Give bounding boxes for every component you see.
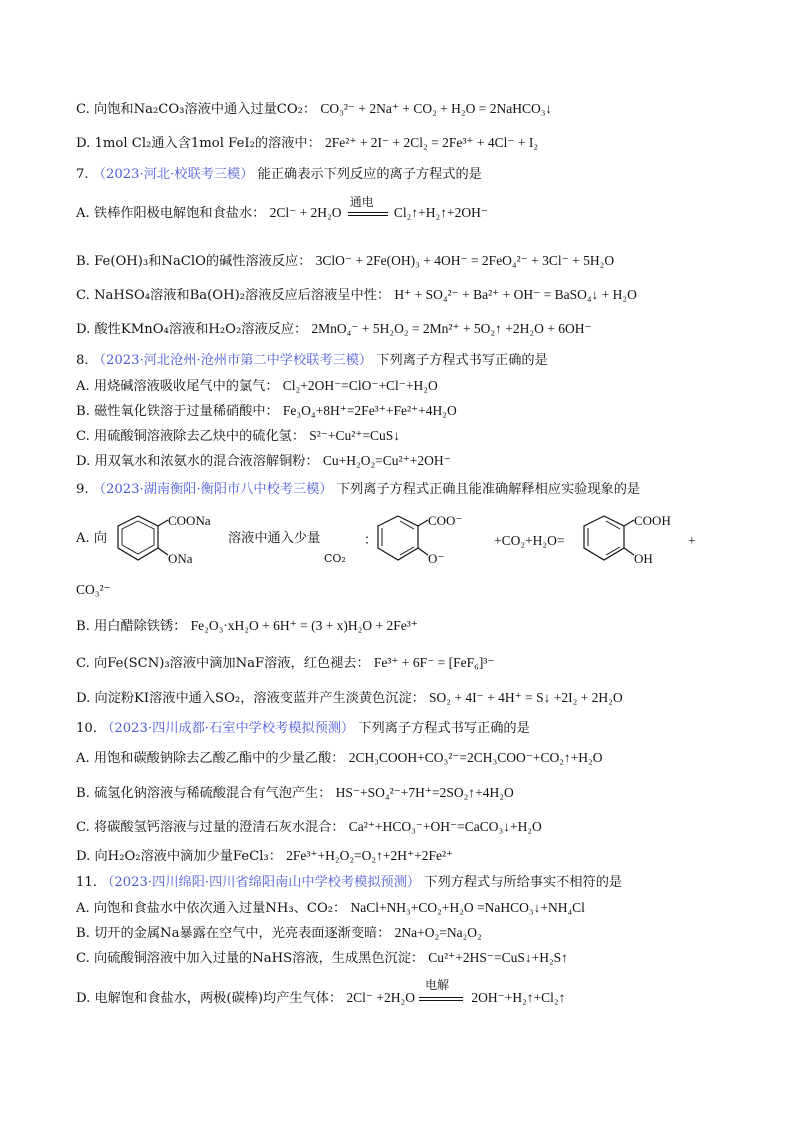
equation: Cu²⁺+2HS⁻=CuS↓+H₂S↑: [428, 950, 568, 965]
option-label: A.: [76, 901, 90, 916]
equals-line: [419, 997, 463, 1001]
question-source: （2023·湖南衡阳·衡阳市八中校考三模）: [92, 482, 333, 497]
option-label: C.: [76, 820, 90, 835]
option-text: 铁棒作阳极电解饱和食盐水：: [93, 206, 266, 221]
substituent-bottom: OH: [634, 551, 653, 566]
equation: 2Fe³⁺+H₂O₂=O₂↑+2H⁺+2Fe²⁺: [286, 848, 454, 863]
option-a-q10: [76, 749, 736, 768]
substituent-bottom: O⁻: [428, 551, 445, 566]
option-label: B.: [76, 926, 90, 941]
option-text: 向饱和食盐水中依次通入过量NH₃、CO₂：: [93, 901, 347, 916]
question-source: （2023·四川成都·石室中学校考模拟预测）: [101, 721, 355, 736]
co2-label: [324, 550, 364, 568]
question-stem: 下列离子方程式书写正确的是: [358, 721, 530, 736]
option-label: D.: [76, 136, 91, 151]
carbonate-tail: [76, 581, 736, 600]
option-b-q7: [76, 252, 736, 271]
option-text: 1mol Cl₂通入含1mol FeI₂的溶液中：: [94, 136, 321, 151]
equation: HS⁻+SO₄²⁻+7H⁺=2SO₂↑+4H₂O: [335, 785, 514, 800]
question-number: 7.: [76, 167, 89, 182]
question-number: 8.: [76, 353, 89, 368]
benzene-structure-1: [110, 508, 220, 570]
equation: 2CH₃COOH+CO₃²⁻=2CH₃COO⁻+CO₂↑+H₂O: [348, 750, 603, 765]
option-d-q7: [76, 320, 736, 339]
question-9: [76, 481, 736, 499]
option-text: 向: [93, 531, 108, 546]
equation-part: +CO₂+H₂O=: [494, 533, 565, 548]
equation: 2Fe²⁺ + 2I⁻ + 2Cl₂ = 2Fe³⁺ + 4Cl⁻ + I₂: [325, 135, 539, 150]
equation: NaCl+NH₃+CO₂+H₂O =NaHCO₃↓+NH₄Cl: [350, 900, 585, 915]
option-text: 用白醋除铁锈：: [94, 619, 187, 634]
option-text: 硫氢化钠溶液与稀硫酸混合有气泡产生：: [94, 786, 332, 801]
option-text: 向硫酸铜溶液中加入过量的NaHS溶液，生成黑色沉淀：: [94, 951, 425, 966]
equation: S²⁻+Cu²⁺=CuS↓: [309, 428, 401, 443]
equation: Ca²⁺+HCO₃⁻+OH⁻=CaCO₃↓+H₂O: [348, 819, 542, 834]
option-text: 用双氧水和浓氨水的混合液溶解铜粉：: [94, 454, 319, 469]
plus-reactants: [494, 532, 584, 551]
question-number: 9.: [76, 482, 89, 497]
option-label: C.: [76, 102, 90, 117]
option-label: D.: [76, 991, 91, 1006]
equation: Fe₃O₄+8H⁺=2Fe³⁺+Fe²⁺+4H₂O: [282, 403, 457, 418]
option-label: B.: [76, 619, 90, 634]
condition-arrow: [346, 195, 390, 223]
benzene-structure-3: [576, 508, 686, 570]
option-text: 酸性KMnO₄溶液和H₂O₂溶液反应：: [94, 322, 308, 337]
equation: 2MnO₄⁻ + 5H₂O₂ = 2Mn²⁺ + 5O₂↑ +2H₂O + 6OH⁻: [311, 321, 592, 336]
option-label: D.: [76, 454, 91, 469]
option-label: D.: [76, 691, 91, 706]
question-11: [76, 874, 736, 892]
question-source: （2023·河北·校联考三模）: [92, 167, 254, 182]
option-label: A.: [76, 206, 90, 221]
option-text: 用饱和碳酸钠除去乙酸乙酯中的少量乙酸：: [93, 751, 345, 766]
option-text: NaHSO₄溶液和Ba(OH)₂溶液反应后溶液呈中性：: [94, 288, 391, 303]
equation: Fe³⁺ + 6F⁻ = [FeF₆]³⁻: [373, 655, 495, 670]
option-d-q11: [76, 978, 736, 1008]
option-b-q8: [76, 402, 736, 421]
benzene-structure-2: [370, 508, 480, 570]
equation-part: CO₃²⁻: [76, 582, 111, 597]
option-text: 用烧碱溶液吸收尾气中的氯气：: [93, 379, 279, 394]
equation-right: 2OH⁻+H₂↑+Cl₂↑: [471, 990, 566, 1005]
option-text: 向H₂O₂溶液中滴加少量FeCl₃：: [94, 849, 282, 864]
option-c-q11: [76, 949, 736, 968]
substituent-bottom: ONa: [168, 551, 193, 566]
option-d-q10: [76, 847, 736, 866]
equation: CO₃²⁻ + 2Na⁺ + CO₂ + H₂O = 2NaHCO₃↓: [320, 101, 553, 116]
equation: Fe₂O₃·xH₂O + 6H⁺ = (3 + x)H₂O + 2Fe³⁺: [190, 618, 418, 633]
option-label: B.: [76, 786, 90, 801]
equation: 2Na+O₂=Na₂O₂: [394, 925, 482, 940]
option-text: Fe(OH)₃和NaClO的碱性溶液反应：: [94, 254, 312, 269]
condition-arrow: [419, 978, 467, 1008]
condition-label: 通电: [349, 195, 374, 209]
option-label: C.: [76, 951, 90, 966]
option-d-q9: [76, 689, 736, 708]
option-d-q6: [76, 134, 736, 153]
equation-left: 2Cl⁻ +2H₂O: [346, 990, 415, 1005]
option-label: D.: [76, 322, 91, 337]
option-text: 向饱和Na₂CO₃溶液中通入过量CO₂：: [94, 102, 317, 117]
option-c-q8: [76, 427, 736, 446]
option-a-q8: [76, 377, 736, 396]
colon-text: ：: [364, 533, 378, 548]
question-8: [76, 352, 736, 370]
option-label: B.: [76, 254, 90, 269]
option-d-q8: [76, 452, 736, 471]
option-text: 切开的金属Na暴露在空气中，光亮表面逐渐变暗：: [94, 926, 391, 941]
equation: SO₂ + 4I⁻ + 4H⁺ = S↓ +2I₂ + 2H₂O: [429, 690, 623, 705]
option-label: B.: [76, 404, 90, 419]
option-a-q9-mid: [228, 530, 358, 548]
equation: Cl₂+2OH⁻=ClO⁻+Cl⁻+H₂O: [282, 378, 438, 393]
option-text: 用硫酸铜溶液除去乙炔中的硫化氢：: [94, 429, 306, 444]
equation: 3ClO⁻ + 2Fe(OH)₃ + 4OH⁻ = 2FeO₄²⁻ + 3Cl⁻ + 5H₂O: [315, 253, 615, 268]
substituent-top: COOH: [634, 513, 671, 528]
question-stem: 下列离子方程式正确且能准确解释相应实验现象的是: [336, 482, 641, 497]
option-a-q11: [76, 899, 736, 918]
question-stem: 下列方程式与所给事实不相符的是: [424, 875, 623, 890]
option-b-q10: [76, 784, 736, 803]
co2-text: CO₂: [324, 552, 346, 565]
option-label: C.: [76, 656, 90, 671]
option-label: C.: [76, 288, 90, 303]
option-label: A.: [76, 751, 90, 766]
question-stem: 能正确表示下列反应的离子方程式的是: [257, 167, 482, 182]
option-text: 溶液中通入少量: [228, 531, 321, 546]
question-number: 11.: [76, 875, 97, 890]
question-source: （2023·河北沧州·沧州市第二中学校联考三模）: [92, 353, 373, 368]
option-label: D.: [76, 849, 91, 864]
question-7: [76, 166, 736, 184]
option-a-q7: [76, 195, 736, 223]
plus-sign: [688, 532, 708, 551]
option-text: 向Fe(SCN)₃溶液中滴加NaF溶液，红色褪去：: [94, 656, 370, 671]
question-number: 10.: [76, 721, 97, 736]
equation-right: Cl₂↑+H₂↑+2OH⁻: [393, 205, 488, 220]
option-c-q7: [76, 286, 736, 305]
option-text: 电解饱和食盐水，两极(碳棒)均产生气体：: [94, 991, 343, 1006]
option-text: 磁性氧化铁溶于过量稀硝酸中：: [94, 404, 279, 419]
option-b-q11: [76, 924, 736, 943]
question-stem: 下列离子方程式书写正确的是: [376, 353, 548, 368]
equation-left: 2Cl⁻ + 2H₂O: [269, 205, 342, 220]
option-label: A.: [76, 379, 90, 394]
substituent-top: COONa: [168, 513, 211, 528]
option-c-q10: [76, 818, 736, 837]
option-c-q9: [76, 654, 736, 673]
option-label: C.: [76, 429, 90, 444]
equation: Cu+H₂O₂=Cu²⁺+2OH⁻: [322, 453, 451, 468]
equals-line: [348, 212, 388, 216]
plus-text: +: [688, 533, 696, 548]
equation: H⁺ + SO₄²⁻ + Ba²⁺ + OH⁻ = BaSO₄↓ + H₂O: [394, 287, 637, 302]
option-text: 向淀粉KI溶液中通入SO₂，溶液变蓝并产生淡黄色沉淀：: [94, 691, 425, 706]
question-source: （2023·四川绵阳·四川省绵阳南山中学校考模拟预测）: [101, 875, 421, 890]
option-label: A.: [76, 531, 90, 546]
condition-label: 电解: [425, 978, 450, 992]
option-c-q6: [76, 100, 736, 119]
question-10: [76, 720, 736, 738]
option-b-q9: [76, 617, 736, 636]
substituent-top: COO⁻: [428, 513, 463, 528]
option-text: 将碳酸氢钙溶液与过量的澄清石灰水混合：: [94, 820, 345, 835]
